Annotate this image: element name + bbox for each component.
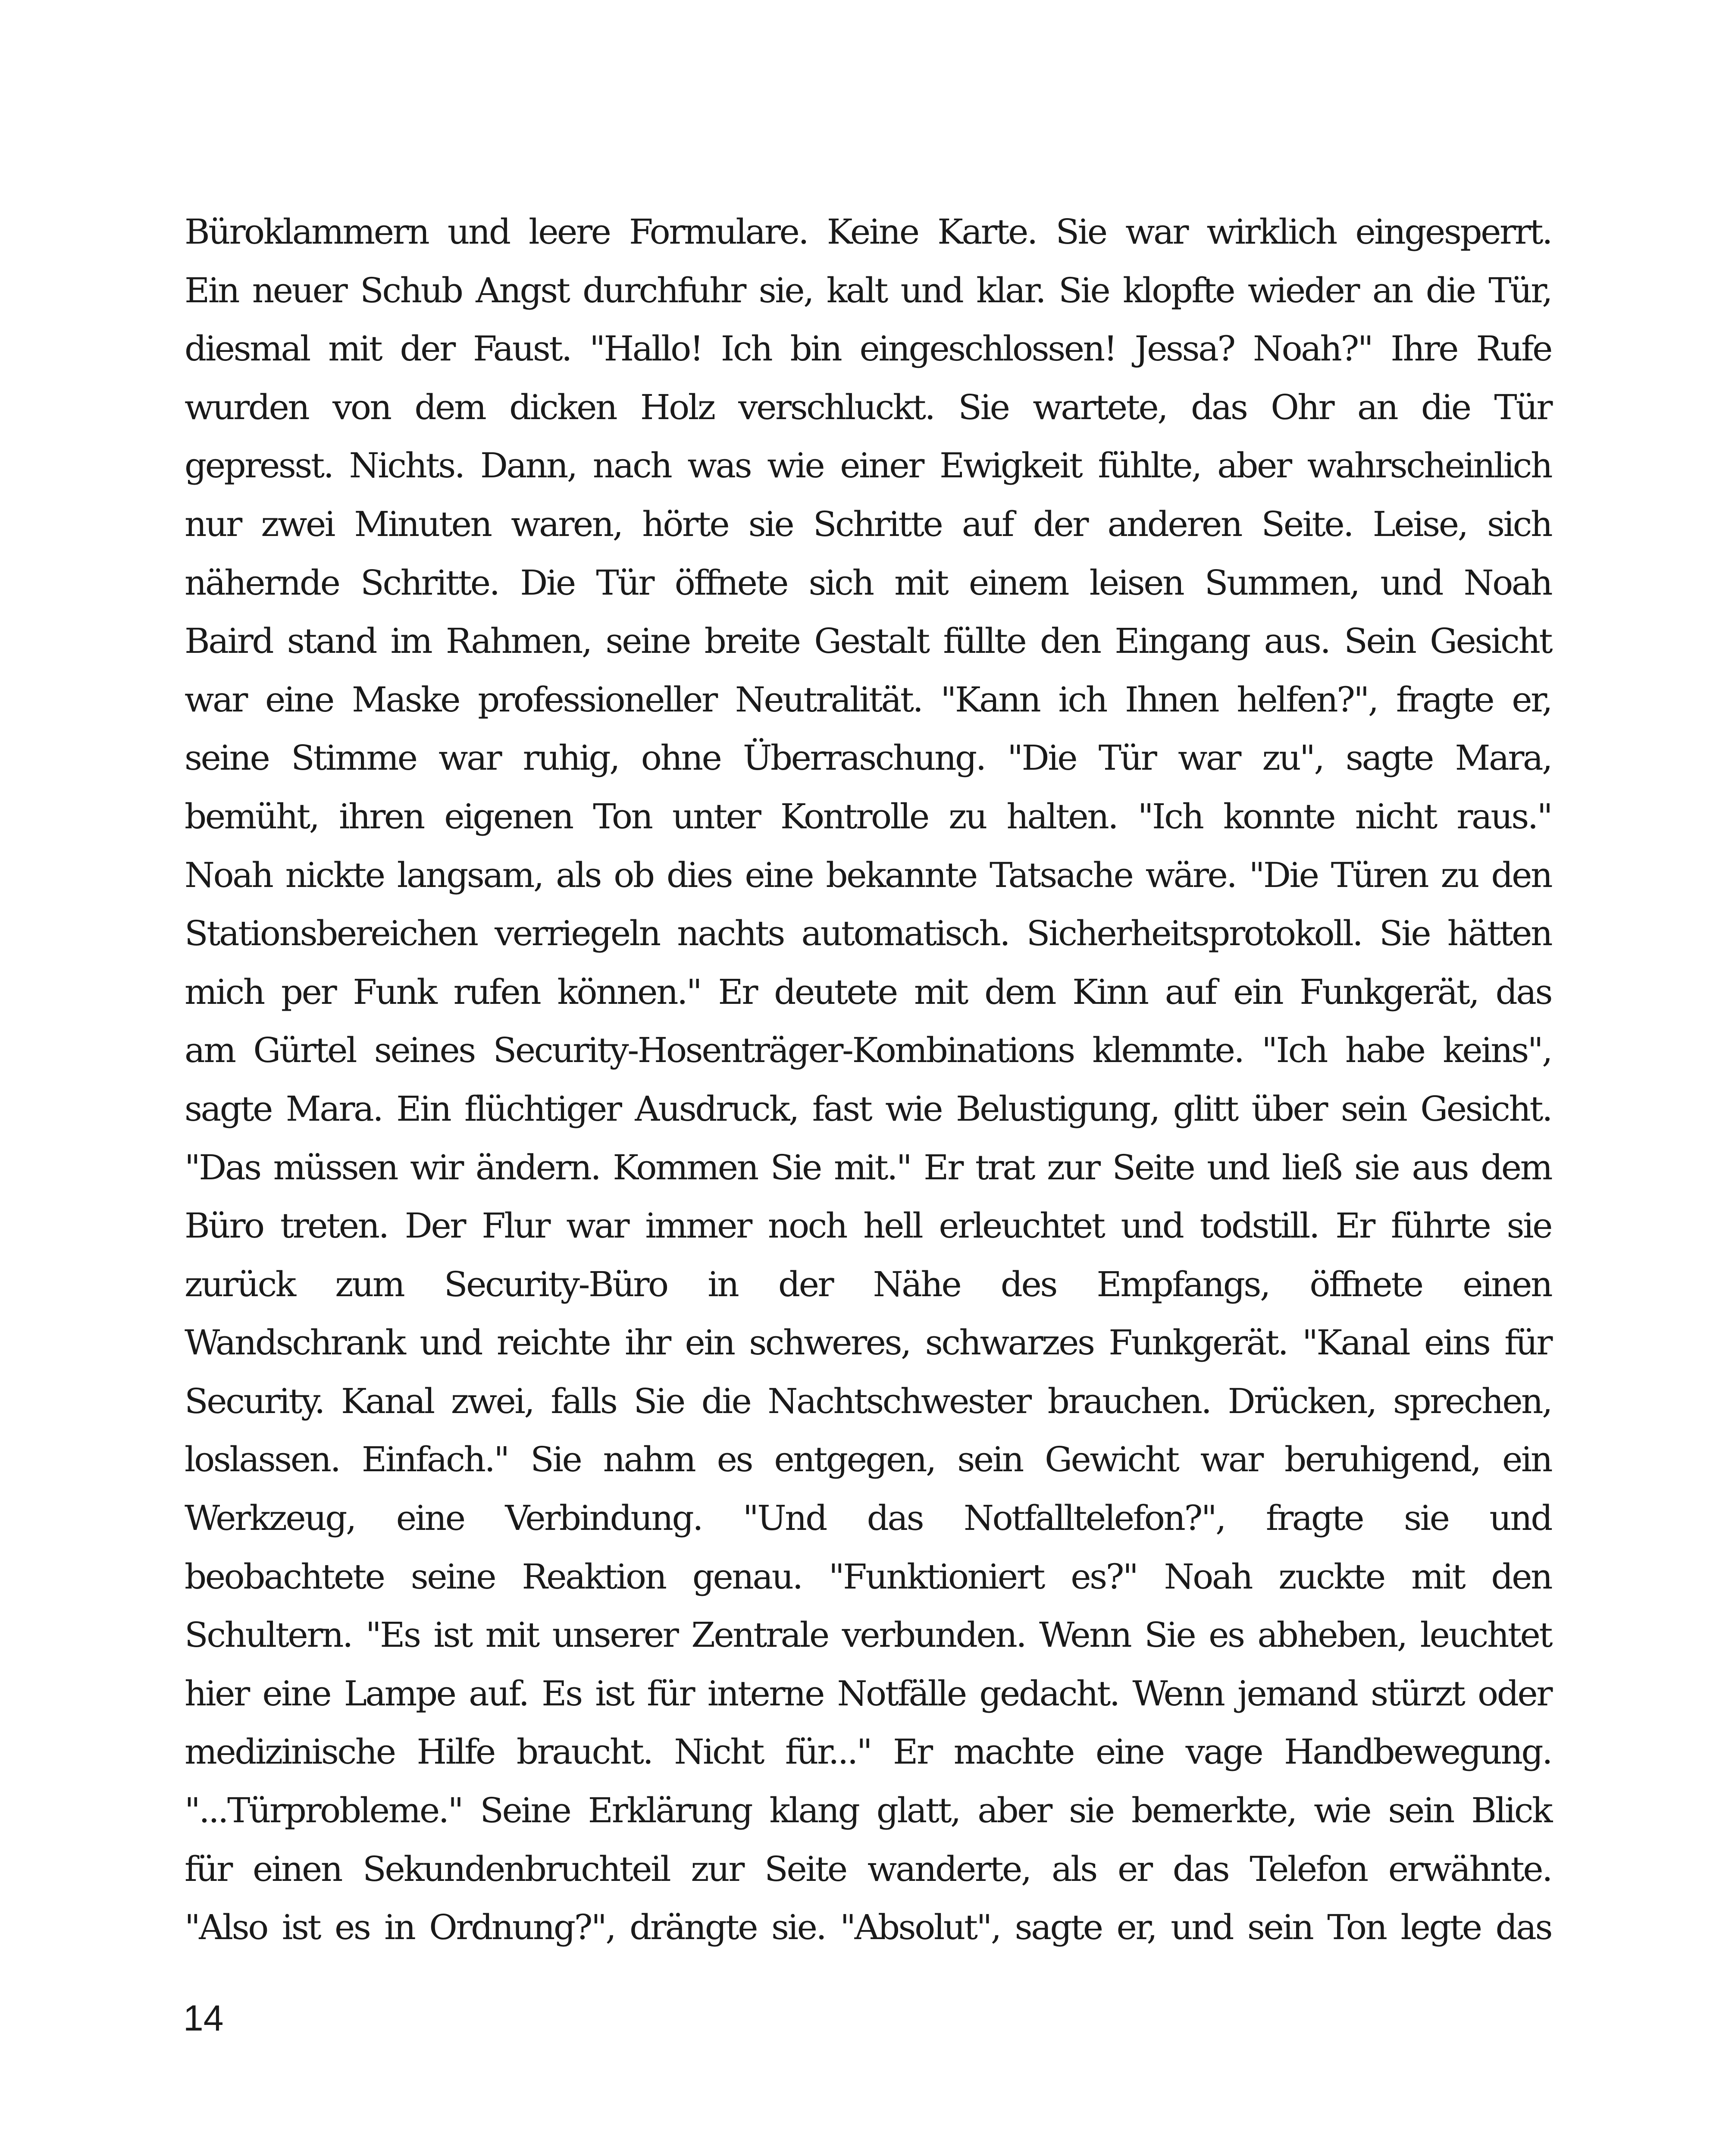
text-line: Werkzeug, eine Verbindung. "Und das Notfalltelefon?", fragte sie und — [185, 1498, 1551, 1539]
text-line: loslassen. Einfach." Sie nahm es entgegen, sein Gewicht war beruhigend, ein — [185, 1439, 1551, 1480]
text-line: Noah nickte langsam, als ob dies eine bekannte Tatsache wäre. "Die Türen zu den — [185, 855, 1551, 895]
text-line: am Gürtel seines Security-Hosenträger-Kombinations klemmte. "Ich habe keins", — [185, 1030, 1551, 1071]
text-line: war eine Maske professioneller Neutralität. "Kann ich Ihnen helfen?", fragte er, — [185, 679, 1551, 720]
text-line: bemüht, ihren eigenen Ton unter Kontrolle zu halten. "Ich konnte nicht raus." — [185, 796, 1551, 837]
text-line: "...Türprobleme." Seine Erklärung klang glatt, aber sie bemerkte, wie sein Blick — [185, 1790, 1551, 1831]
text-line: sagte Mara. Ein flüchtiger Ausdruck, fast wie Belustigung, glitt über sein Gesicht. — [185, 1088, 1551, 1129]
text-line: Schultern. "Es ist mit unserer Zentrale verbunden. Wenn Sie es abheben, leuchtet — [185, 1615, 1551, 1655]
text-line: "Also ist es in Ordnung?", drängte sie. "Absolut", sagte er, und sein Ton legte das — [185, 1907, 1551, 1948]
text-line: Stationsbereichen verriegeln nachts automatisch. Sicherheitsprotokoll. Sie hätten — [185, 913, 1551, 954]
text-line: Wandschrank und reichte ihr ein schweres, schwarzes Funkgerät. "Kanal eins für — [185, 1322, 1551, 1363]
text-line: seine Stimme war ruhig, ohne Überraschung. "Die Tür war zu", sagte Mara, — [185, 738, 1551, 778]
page-number: 14 — [183, 1998, 224, 2038]
text-line: Security. Kanal zwei, falls Sie die Nachtschwester brauchen. Drücken, sprechen, — [185, 1381, 1551, 1421]
text-line: Ein neuer Schub Angst durchfuhr sie, kalt und klar. Sie klopfte wieder an die Tür, — [185, 270, 1551, 310]
text-line: hier eine Lampe auf. Es ist für interne Notfälle gedacht. Wenn jemand stürzt oder — [185, 1673, 1551, 1714]
text-line: zurück zum Security-Büro in der Nähe des Empfangs, öffnete einen — [185, 1264, 1551, 1304]
text-line: Baird stand im Rahmen, seine breite Gestalt füllte den Eingang aus. Sein Gesicht — [185, 621, 1551, 661]
text-line: wurden von dem dicken Holz verschluckt. Sie wartete, das Ohr an die Tür — [185, 387, 1551, 427]
text-line: "Das müssen wir ändern. Kommen Sie mit." Er trat zur Seite und ließ sie aus dem — [185, 1147, 1551, 1188]
text-line: gepresst. Nichts. Dann, nach was wie einer Ewigkeit fühlte, aber wahrscheinlich — [185, 445, 1551, 486]
text-line: Büroklammern und leere Formulare. Keine Karte. Sie war wirklich eingesperrt. — [185, 212, 1551, 252]
text-line: mich per Funk rufen können." Er deutete mit dem Kinn auf ein Funkgerät, das — [185, 971, 1551, 1012]
text-line: nur zwei Minuten waren, hörte sie Schritte auf der anderen Seite. Leise, sich — [185, 504, 1551, 544]
body-text — [185, 203, 1551, 1957]
text-line: medizinische Hilfe braucht. Nicht für..." Er machte eine vage Handbewegung. — [185, 1732, 1551, 1772]
text-line: Büro treten. Der Flur war immer noch hell erleuchtet und todstill. Er führte sie — [185, 1206, 1551, 1246]
text-line: nähernde Schritte. Die Tür öffnete sich mit einem leisen Summen, und Noah — [185, 562, 1551, 603]
text-line: diesmal mit der Faust. "Hallo! Ich bin eingeschlossen! Jessa? Noah?" Ihre Rufe — [185, 329, 1551, 369]
text-line: beobachtete seine Reaktion genau. "Funktioniert es?" Noah zuckte mit den — [185, 1556, 1551, 1597]
text-line: für einen Sekundenbruchteil zur Seite wanderte, als er das Telefon erwähnte. — [185, 1849, 1551, 1889]
